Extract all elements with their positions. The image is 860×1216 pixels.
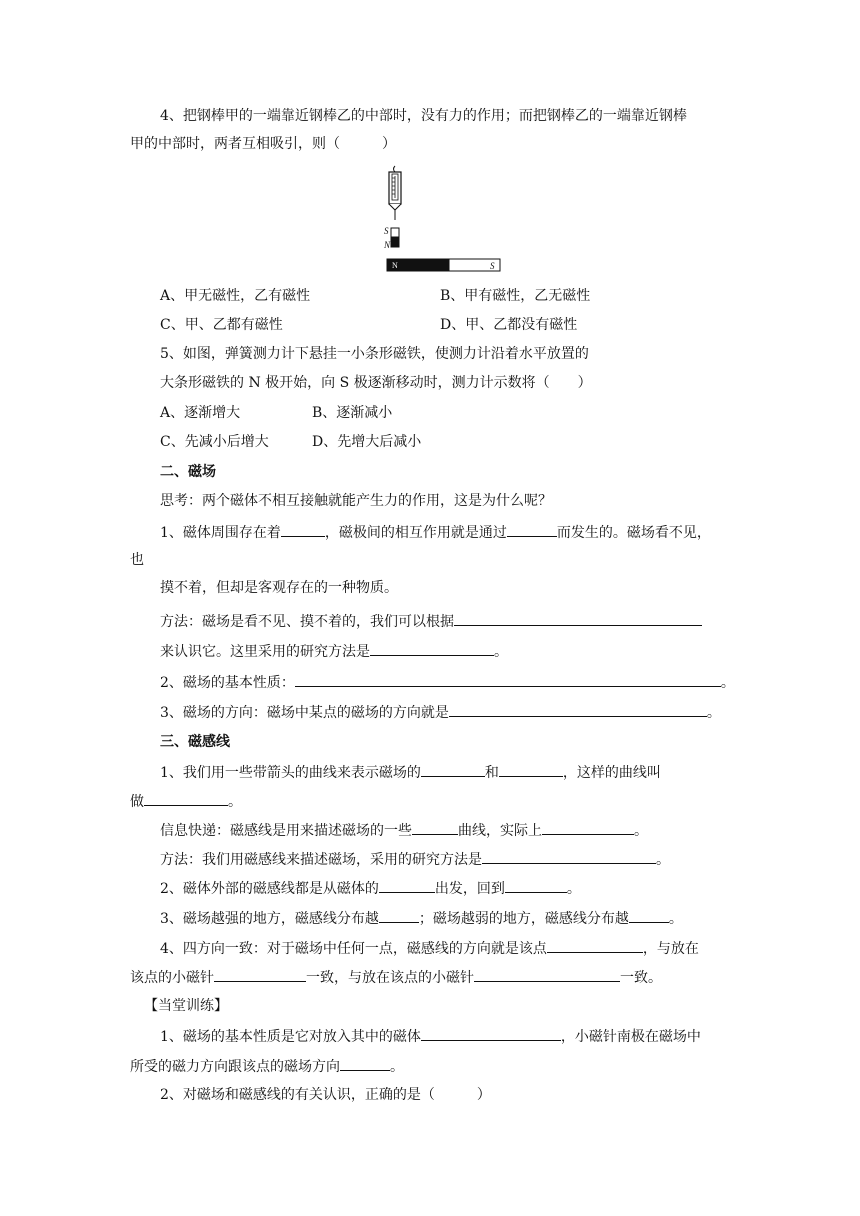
text-fragment: 2、磁体外部的磁感线都是从磁体的 [160,881,379,897]
section2-p1-line1 [160,522,711,543]
fill-blank[interactable] [379,908,419,923]
section3-p3 [160,908,683,929]
text-fragment: 。 [228,794,242,810]
text-fragment: 方法：磁场是看不见、摸不着的，我们可以根据 [160,614,454,630]
section3-p1-line1 [160,762,661,783]
text-fragment: 该点的小磁针 [130,970,214,986]
text-fragment: 。 [390,1059,404,1075]
fill-blank[interactable] [499,762,563,777]
section3-info [160,820,648,841]
text-fragment: ，磁极间的相互作用就是通过 [324,525,507,541]
text-fragment: 做 [130,794,144,810]
text-fragment: 。 [668,911,683,927]
q5-line2: 大条形磁铁的 N 极开始，向 S 极逐渐移动时，测力计示数将（ ） [160,375,592,391]
text-fragment: 4、四方向一致：对于磁场中任何一点，磁感线的方向就是该点 [160,941,547,957]
text-fragment: 来认识它。这里采用的研究方法是 [160,644,370,660]
spring-scale-drawing [382,164,502,276]
q4-option-a: A、甲无磁性，乙有磁性 [160,288,311,304]
fill-blank[interactable] [370,641,494,656]
text-fragment: 和 [484,765,499,781]
fill-blank[interactable] [547,938,643,953]
text-fragment: 信息快递：磁感线是用来描述磁场的一些 [160,823,412,839]
section2-think: 思考：两个磁体不相互接触就能产生力的作用，这是为什么呢？ [160,493,552,509]
training-p1-line2 [130,1056,404,1077]
text-fragment: 曲线，实际上 [458,823,542,839]
section3-p2 [160,878,581,899]
text-fragment: 。 [494,644,508,660]
fill-blank[interactable] [295,672,721,687]
section2-method-line2 [160,641,508,662]
fill-blank[interactable] [454,611,702,626]
fill-blank[interactable] [505,878,567,893]
text-fragment: ，这样的曲线叫 [562,765,661,781]
bar-magnet-s-label: S [490,261,495,271]
text-fragment: 所受的磁力方向跟该点的磁场方向 [130,1059,340,1075]
q5-option-d: D、先增大后减小 [312,434,422,450]
fill-blank[interactable] [281,522,325,537]
text-fragment: ，小磁针南极在磁场中 [560,1029,701,1045]
fill-blank[interactable] [379,878,435,893]
section2-p3 [160,702,721,723]
section3-heading: 三、磁感线 [160,734,230,750]
q4-option-b: B、甲有磁性，乙无磁性 [440,288,591,304]
text-fragment: 而发生的。磁场看不见， [556,525,711,541]
text-fragment: 1、磁场的基本性质是它对放入其中的磁体 [160,1029,421,1045]
text-fragment: 3、磁场越强的地方，磁感线分布越 [160,911,379,927]
text-fragment: 。 [566,881,581,897]
small-magnet-s-label: S [384,226,389,236]
text-fragment: 一致，与放在该点的小磁针 [306,970,474,986]
section2-p2 [160,672,735,693]
fill-blank[interactable] [482,849,656,864]
fill-blank[interactable] [340,1056,390,1071]
section2-p1-line2: 摸不着，但却是客观存在的一种物质。 [160,580,398,596]
fill-blank[interactable] [507,522,557,537]
training-p1-line1 [160,1026,701,1047]
text-fragment: ；磁场越弱的地方，磁感线分布越 [418,911,629,927]
text-fragment: 3、磁场的方向：磁场中某点的磁场的方向就是 [160,705,449,721]
fill-blank[interactable] [412,820,458,835]
small-magnet-n-label: N [384,240,391,250]
text-fragment: 方法：我们用磁感线来描述磁场，采用的研究方法是 [160,852,482,868]
spring-scale-magnet-figure [382,164,502,276]
text-fragment: ，与放在 [642,941,699,957]
fill-blank[interactable] [214,967,306,982]
section2-method-line1 [160,611,702,632]
q5-option-c: C、先减小后增大 [160,434,269,450]
text-fragment: 1、磁体周围存在着 [160,525,281,541]
training-p2: 2、对磁场和磁感线的有关认识，正确的是（ ） [160,1087,491,1103]
section2-p1-wrap: 也 [130,552,144,568]
section2-heading: 二、磁场 [160,464,216,480]
fill-blank[interactable] [474,967,620,982]
text-fragment: 。 [634,823,648,839]
section3-p4-line2 [130,967,662,988]
fill-blank[interactable] [421,1026,561,1041]
fill-blank[interactable] [144,791,228,806]
section3-method [160,849,670,870]
section3-p4-line1 [160,938,699,959]
section3-p1-line2 [130,791,242,812]
fill-blank[interactable] [629,908,669,923]
q5-option-b: B、逐渐减小 [312,405,393,421]
q4-line2: 甲的中部时，两者互相吸引，则（ ） [130,136,396,152]
bar-magnet-n-label: N [392,261,398,270]
text-fragment: 。 [720,675,735,691]
training-heading: 【当堂训练】 [144,998,228,1014]
text-fragment: 。 [656,852,670,868]
fill-blank[interactable] [449,702,707,717]
q5-line1: 5、如图，弹簧测力计下悬挂一小条形磁铁，使测力计沿着水平放置的 [160,346,589,362]
q4-option-d: D、甲、乙都没有磁性 [440,317,578,333]
q5-option-a: A、逐渐增大 [160,405,241,421]
fill-blank[interactable] [542,820,634,835]
text-fragment: 2、磁场的基本性质： [160,675,295,691]
q4-option-c: C、甲、乙都有磁性 [160,317,283,333]
text-fragment: 。 [706,705,721,721]
text-fragment: 出发，回到 [434,881,505,897]
fill-blank[interactable] [421,762,485,777]
q4-line1: 4、把钢棒甲的一端靠近钢棒乙的中部时，没有力的作用；而把钢棒乙的一端靠近钢棒 [160,108,687,124]
text-fragment: 一致。 [620,970,662,986]
text-fragment: 1、我们用一些带箭头的曲线来表示磁场的 [160,765,421,781]
